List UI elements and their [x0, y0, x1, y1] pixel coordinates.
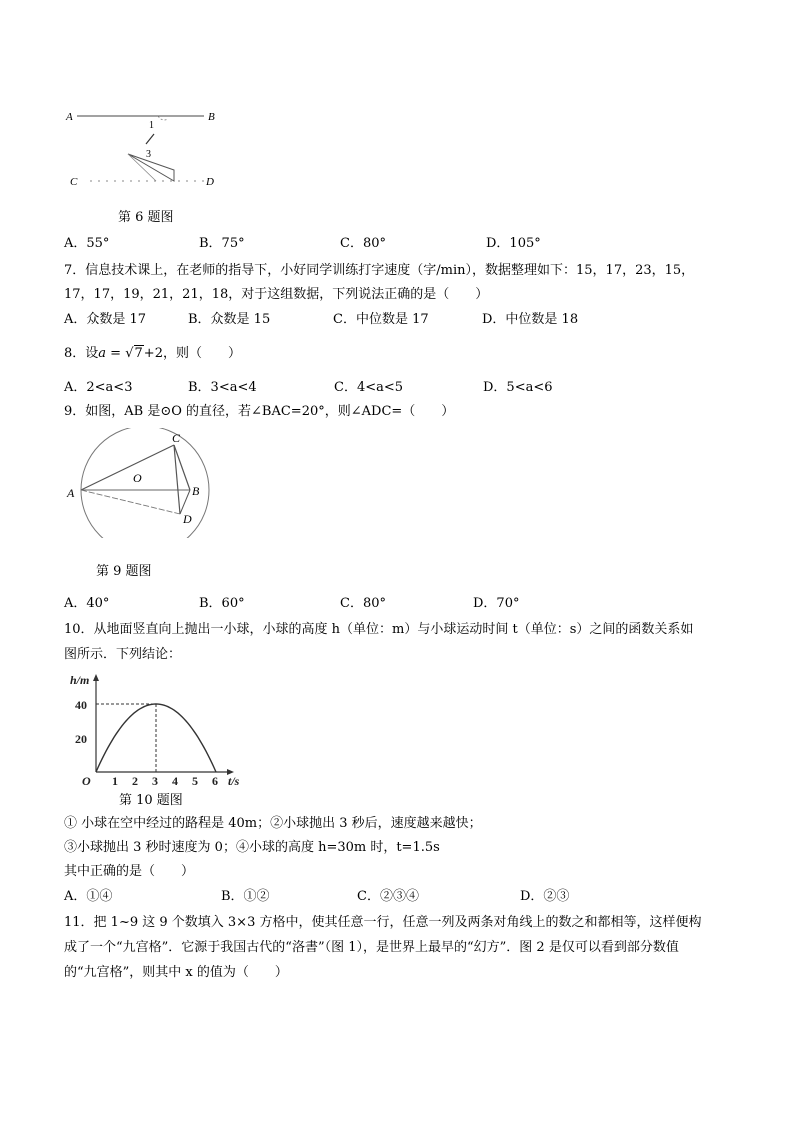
q10-statement-2: ③小球抛出 3 秒时速度为 0；④小球的高度 h=30m 时，t=1.5s	[64, 840, 440, 855]
q8-radicand: 7	[134, 346, 143, 361]
origin-label: O	[82, 774, 91, 788]
q8-suffix: +2，则（ ）	[143, 346, 241, 361]
q10-option-b[interactable]: B．①②	[221, 889, 270, 904]
label-d: D	[183, 512, 192, 526]
x-tick-label: 2	[132, 774, 138, 788]
q7-line-2: 17，17，19，21，21，18，对于这组数据，下列说法正确的是（ ）	[64, 287, 489, 302]
q6-option-c[interactable]: C．80°	[340, 236, 386, 251]
q6-option-d[interactable]: D．105°	[486, 236, 541, 251]
q10-question: 其中正确的是（ ）	[64, 864, 195, 879]
q9-option-d[interactable]: D．70°	[473, 596, 520, 611]
q8-options	[64, 378, 764, 398]
q7-option-c[interactable]: C．中位数是 17	[333, 312, 429, 327]
transversal-line	[146, 134, 154, 144]
y-axis-label: h/m	[70, 673, 90, 687]
angle-arc	[158, 116, 168, 120]
chord-cd	[174, 445, 180, 514]
q9-stem: 9．如图，AB 是⊙O 的直径，若∠BAC=20°，则∠ADC=（ ）	[64, 404, 455, 419]
q9-option-b[interactable]: B．60°	[199, 596, 245, 611]
q10-options	[64, 887, 764, 907]
q9-options	[64, 594, 764, 614]
q8-equals: =	[106, 346, 126, 361]
y-axis-arrow	[93, 674, 99, 681]
q8-option-a[interactable]: A．2<a<3	[64, 380, 133, 395]
chord-ad	[81, 490, 180, 514]
q10-line-1: 10．从地面竖直向上抛出一小球，小球的高度 h（单位：m）与小球运动时间 t（单位：s）之间的函数关系如	[64, 622, 694, 637]
x-tick-label: 3	[152, 774, 158, 788]
q7-option-d[interactable]: D．中位数是 18	[482, 312, 579, 327]
x-tick-label: 1	[112, 774, 118, 788]
chord-ac	[81, 445, 174, 490]
x-tick-label: 5	[192, 774, 198, 788]
q8-prefix: 8．设	[64, 346, 99, 361]
y-tick-label: 40	[75, 698, 87, 712]
q8-option-d[interactable]: D．5<a<6	[483, 380, 553, 395]
q6-options	[64, 234, 764, 254]
label-3: 3	[146, 149, 151, 160]
q6-figure	[62, 104, 232, 196]
q10-chart	[62, 670, 262, 788]
q9-option-c[interactable]: C．80°	[340, 596, 386, 611]
q8-variable: a	[98, 346, 107, 361]
q11-line-3: 的“九宫格”，则其中 x 的值为（ ）	[64, 965, 288, 980]
q10-option-d[interactable]: D．②③	[520, 889, 570, 904]
q9-figure	[62, 428, 212, 538]
q11-line-2: 成了一个“九宫格”．它源于我国古代的“洛書”（图 1），是世界上最早的“幻方”．图 2 是仅可以看到部分数值	[64, 940, 679, 955]
q10-caption: 第 10 题图	[119, 793, 183, 808]
q7-line-1: 7．信息技术课上，在老师的指导下，小好同学训练打字速度（字/min），数据整理如下：15，17，23，15，	[64, 263, 695, 278]
q8-stem	[64, 344, 241, 364]
label-b: B	[208, 111, 215, 123]
q7-option-b[interactable]: B．众数是 15	[188, 312, 271, 327]
q6-caption: 第 6 题图	[118, 210, 174, 225]
label-o: O	[133, 471, 142, 485]
x-tick-label: 6	[212, 774, 218, 788]
q6-option-b[interactable]: B．75°	[199, 236, 245, 251]
q9-option-a[interactable]: A．40°	[64, 596, 110, 611]
q10-option-c[interactable]: C．②③④	[357, 889, 419, 904]
label-c: C	[172, 431, 181, 445]
label-b: B	[192, 484, 200, 498]
label-a: A	[67, 486, 75, 500]
q7-options	[64, 310, 764, 330]
q10-option-a[interactable]: A．①④	[64, 889, 113, 904]
x-tick-label: 4	[172, 774, 178, 788]
q6-option-a[interactable]: A．55°	[64, 236, 110, 251]
q8-option-b[interactable]: B．3<a<4	[188, 380, 257, 395]
label-d: D	[206, 176, 214, 188]
label-c: C	[70, 176, 78, 188]
q11-line-1: 11．把 1~9 这 9 个数填入 3×3 方格中，使其任意一行，任意一列及两条对角线上的数之和都相等，这样便构	[64, 915, 702, 930]
x-axis-label: t/s	[228, 774, 240, 788]
set-square-triangle	[128, 154, 174, 181]
chord-bd	[180, 490, 190, 514]
q10-line-2: 图所示．下列结论：	[64, 647, 182, 662]
label-a: A	[66, 111, 73, 123]
q7-option-a[interactable]: A．众数是 17	[64, 312, 147, 327]
q10-statement-1: ① 小球在空中经过的路程是 40m；②小球抛出 3 秒后，速度越来越快；	[64, 816, 482, 831]
label-1: 1	[149, 120, 154, 131]
q9-caption: 第 9 题图	[96, 564, 152, 579]
y-tick-label: 20	[75, 732, 87, 746]
q8-option-c[interactable]: C．4<a<5	[334, 380, 404, 395]
sqrt-symbol: √7	[125, 346, 143, 361]
